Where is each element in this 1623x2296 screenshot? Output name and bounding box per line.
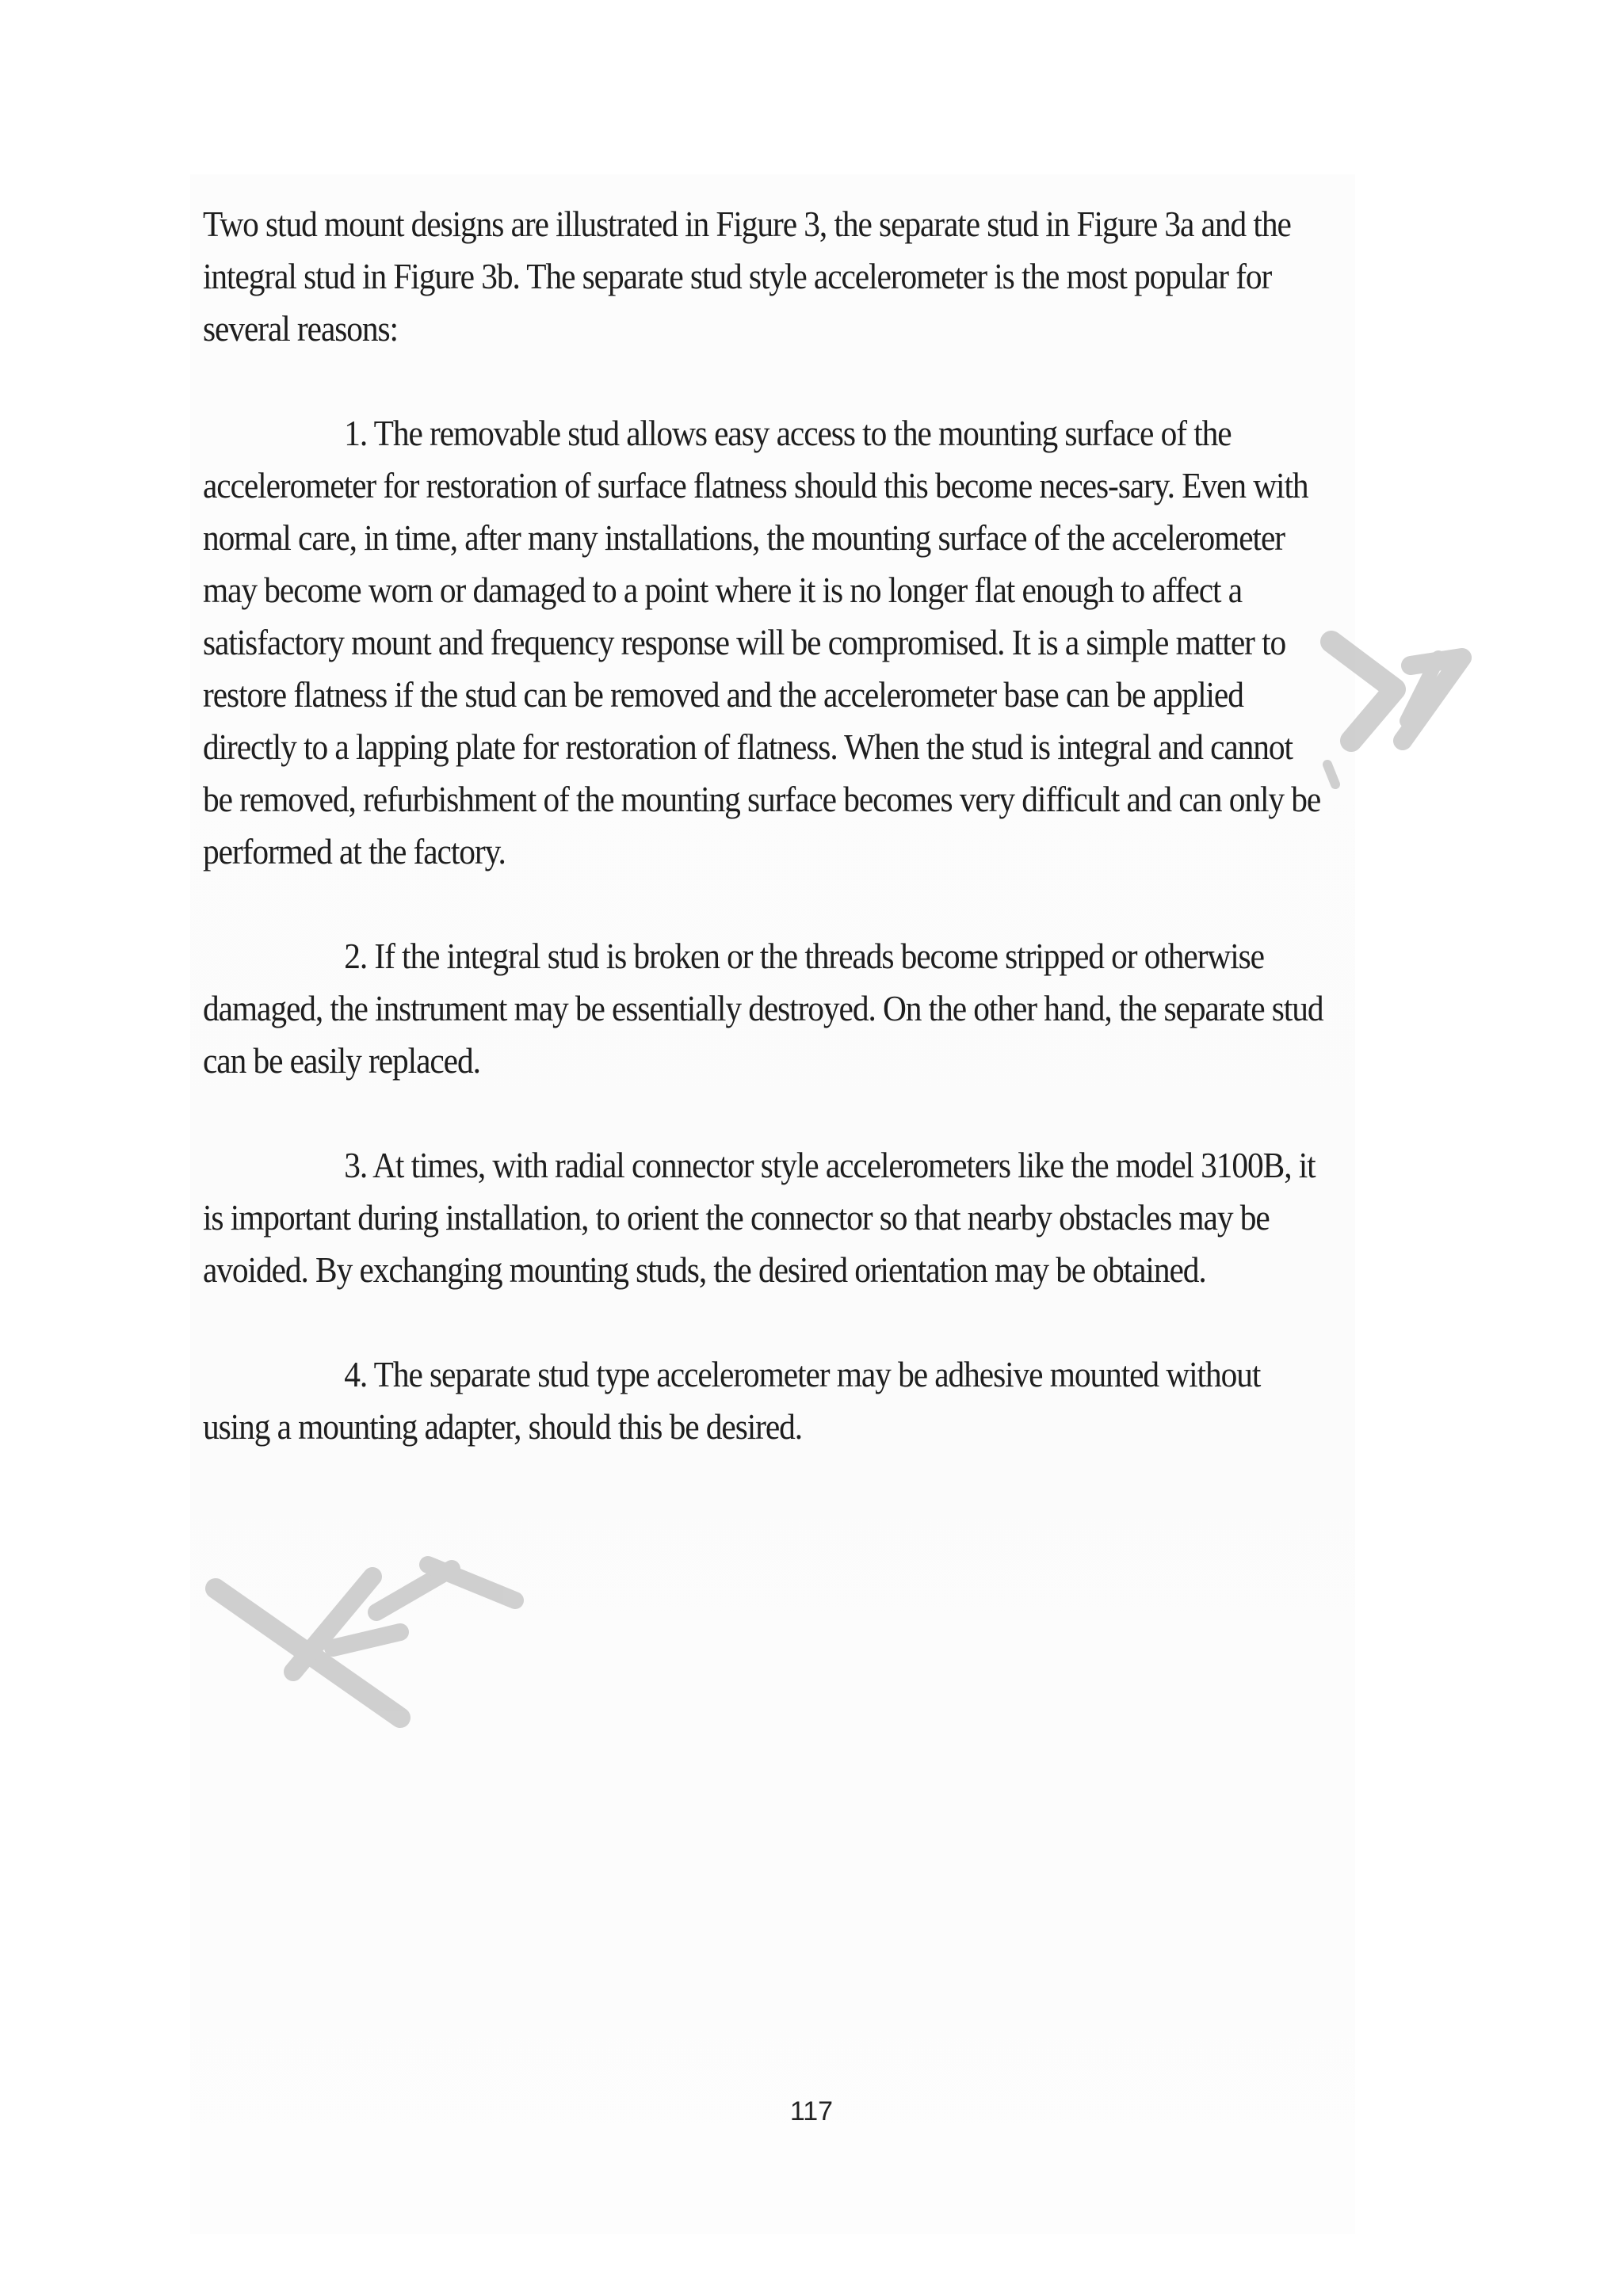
list-item-3	[203, 1139, 1328, 1296]
list-item-3-text: 3. At times, with radial connector style accelerometers like the model 3100B, it is important during installation, to orient the connector so that nearby obstacles may be avoided. By exchanging mounting studs, the desired orientation may be obtained.	[203, 1145, 1316, 1290]
body-text	[203, 198, 1328, 1505]
watermark-stroke	[1403, 658, 1462, 741]
watermark-stroke	[1407, 658, 1438, 721]
list-item-4	[203, 1348, 1328, 1453]
page-number: 117	[789, 2096, 834, 2126]
list-item-1	[203, 407, 1328, 878]
list-item-1-text: 1. The removable stud allows easy access to the mounting surface of the accelerometer for restoration of surface flatness should this become neces-sary. Even with normal care, in time, after many installations, the mounting surface of the accelerometer may become worn or damaged to a point where it is no longer flat enough to affect a satisfactory mount and frequency response will be compromised. It is a simple matter to restore flatness if the stud can be removed and the accelerometer base can be applied directly to a lapping plate for restoration of flatness. When the stud is integral and cannot be removed, refurbishment of the mounting surface becomes very difficult and can only be performed at the factory.	[203, 413, 1321, 871]
list-item-2-text: 2. If the integral stud is broken or the threads become stripped or otherwise damaged, the instrument may be essentially destroyed. On the other hand, the separate stud can be easily replaced.	[203, 936, 1323, 1081]
intro-paragraph: Two stud mount designs are illustrated in Figure 3, the separate stud in Figure 3a and the integral stud in Figure 3b. The separate stud style accelerometer is the most popular for several reasons:	[203, 204, 1291, 349]
list-item-2	[203, 930, 1328, 1087]
list-item-4-text: 4. The separate stud type accelerometer may be adhesive mounted without using a mounting adapter, should this be desired.	[203, 1354, 1261, 1447]
